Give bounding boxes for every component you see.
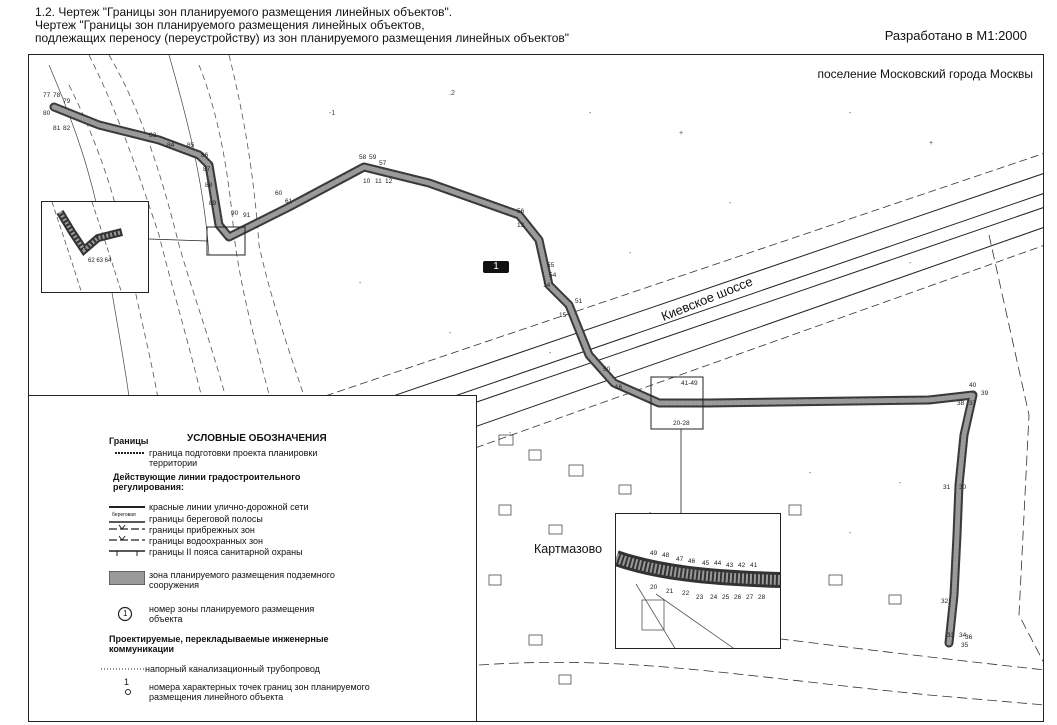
svg-text:16: 16 (615, 384, 623, 391)
zone-number-badge: 1 (483, 261, 509, 273)
inset-point-42: 42 (738, 562, 746, 569)
legend-symbol-sanitary (109, 546, 145, 556)
svg-text:14: 14 (543, 282, 551, 289)
legend-symbol-sewer (101, 666, 145, 672)
svg-text:91: 91 (243, 212, 251, 219)
legend-panel (29, 395, 477, 722)
svg-text:37: 37 (969, 400, 977, 407)
svg-text:84: 84 (167, 142, 175, 149)
svg-text:40: 40 (969, 382, 977, 389)
inset-right-drawing (616, 514, 781, 649)
legend-comm-heading: Проектируемые, перекладываемые инженерные коммуникации (109, 634, 329, 654)
scale-note: Разработано в М1:2000 (884, 28, 1027, 43)
svg-text:-: - (449, 330, 452, 337)
svg-text:20-28: 20-28 (673, 420, 690, 427)
svg-text:-: - (549, 350, 552, 357)
svg-text:-: - (629, 250, 632, 257)
inset-point-46: 46 (688, 558, 696, 565)
inset-point-23: 23 (696, 594, 704, 601)
svg-text:-: - (909, 260, 912, 267)
svg-text:31: 31 (943, 484, 951, 491)
legend-item-sewer: напорный канализационный трубопровод (145, 664, 320, 674)
legend-item-zone-number: номер зоны планируемого размещения объекта (149, 604, 315, 624)
svg-text:-: - (589, 110, 592, 117)
svg-text:12: 12 (385, 178, 393, 185)
svg-text:78: 78 (53, 92, 61, 99)
svg-text:-: - (809, 470, 812, 477)
inset-point-26: 26 (734, 594, 742, 601)
svg-text:85: 85 (187, 142, 195, 149)
inset-point-49: 49 (650, 550, 658, 557)
legend-item-coastal: границы прибрежных зон (149, 525, 255, 535)
svg-text:11: 11 (375, 178, 382, 185)
svg-text:-: - (849, 110, 852, 117)
svg-text:39: 39 (981, 390, 989, 397)
inset-point-24: 24 (710, 594, 718, 601)
svg-text:77: 77 (43, 92, 51, 99)
legend-borders-heading: Границы (109, 436, 149, 446)
legend-item-sanitary: границы II пояса санитарной охраны (149, 547, 303, 557)
svg-text:57: 57 (379, 160, 387, 167)
svg-text:80: 80 (43, 110, 51, 117)
svg-text:+: + (929, 140, 934, 147)
map-frame (28, 54, 1044, 722)
svg-text:56: 56 (517, 208, 525, 215)
svg-text:60: 60 (275, 190, 283, 197)
svg-text:10: 10 (363, 178, 371, 185)
svg-text:58: 58 (359, 154, 367, 161)
svg-text:83: 83 (149, 132, 157, 139)
svg-text:-: - (509, 430, 512, 437)
legend-symbol-project-border (115, 450, 145, 456)
svg-text:-: - (849, 530, 852, 537)
svg-text:88: 88 (205, 182, 213, 189)
svg-text:-: - (899, 480, 902, 487)
inset-point-41: 41 (750, 562, 758, 569)
svg-text:51: 51 (575, 298, 583, 305)
inset-point-28: 28 (758, 594, 766, 601)
legend-item-water: границы водоохранных зон (149, 536, 263, 546)
svg-text:90: 90 (231, 210, 239, 217)
svg-text:54: 54 (549, 272, 557, 279)
svg-text:34: 34 (959, 632, 967, 639)
svg-text:79: 79 (63, 98, 71, 105)
inset-point-22: 22 (682, 590, 690, 597)
svg-text:-: - (359, 280, 362, 287)
legend-item-shore: границы береговой полосы (149, 514, 263, 524)
inset-point-21: 21 (666, 588, 674, 595)
village-label: Картмазово (534, 542, 603, 556)
legend-zone-number-glyph: 1 (123, 609, 128, 618)
inset-point-48: 48 (662, 552, 670, 559)
svg-text:59: 59 (369, 154, 377, 161)
svg-text:89: 89 (209, 200, 217, 207)
road-label: Киевское шоссе (659, 273, 755, 324)
inset-point-45: 45 (702, 560, 710, 567)
svg-text:15: 15 (559, 312, 567, 319)
legend-item-zone: зона планируемого размещения подземного сооружения (149, 570, 335, 590)
svg-text:33: 33 (947, 632, 955, 639)
legend-symbol-coastal (109, 524, 145, 534)
svg-text:.2: .2 (449, 90, 455, 97)
svg-text:-: - (729, 200, 732, 207)
inset-point-20: 20 (650, 584, 658, 591)
settlement-label: поселение Московский города Москвы (817, 67, 1033, 81)
svg-text:87: 87 (203, 166, 211, 173)
svg-text:38: 38 (957, 400, 965, 407)
inset-left-drawing (42, 202, 149, 293)
svg-text:13: 13 (517, 222, 525, 229)
legend-point-number-glyph: 1 (124, 677, 130, 687)
svg-text:50: 50 (603, 366, 611, 373)
legend-shore-small-label: береговая (112, 512, 136, 518)
inset-point-27: 27 (746, 594, 754, 601)
legend-symbol-water (109, 535, 145, 545)
svg-text:41-49: 41-49 (681, 380, 698, 387)
svg-text:36: 36 (965, 634, 973, 641)
svg-text:-1: -1 (329, 110, 336, 117)
title-line-2: Чертеж "Границы зон планируемого размещения линейных объектов, (35, 18, 425, 32)
svg-text:30: 30 (959, 484, 967, 491)
legend-symbol-zone (109, 571, 145, 585)
inset-right (615, 513, 781, 649)
legend-title: УСЛОВНЫЕ ОБОЗНАЧЕНИЯ (187, 433, 327, 444)
inset-point-43: 43 (726, 562, 734, 569)
title-line-3: подлежащих переносу (переустройству) из зон планируемого размещения линейных объектов" (35, 31, 569, 45)
title-line-1: 1.2. Чертеж "Границы зон планируемого размещения линейных объектов". (35, 5, 453, 19)
svg-text:86: 86 (201, 152, 209, 159)
svg-text:81: 81 (53, 125, 61, 132)
legend-item-points: номера характерных точек границ зон планируемого размещения линейного объекта (149, 682, 370, 702)
legend-regulation-heading: Действующие линии градостроительного регулирования: (113, 472, 301, 492)
svg-text:+: + (679, 130, 684, 137)
svg-text:61: 61 (285, 198, 293, 205)
svg-text:82: 82 (63, 125, 71, 132)
svg-text:35: 35 (961, 642, 969, 649)
svg-text:32: 32 (941, 598, 949, 605)
svg-text:62 63 64: 62 63 64 (88, 258, 112, 264)
inset-point-47: 47 (676, 556, 684, 563)
svg-text:55: 55 (547, 262, 555, 269)
inset-point-25: 25 (722, 594, 730, 601)
inset-left (41, 201, 149, 293)
inset-point-44: 44 (714, 560, 722, 567)
legend-symbol-point (124, 688, 132, 696)
legend-item-red-lines: красные линии улично-дорожной сети (149, 502, 309, 512)
legend-item-project-border: граница подготовки проекта планировки территории (149, 448, 318, 468)
